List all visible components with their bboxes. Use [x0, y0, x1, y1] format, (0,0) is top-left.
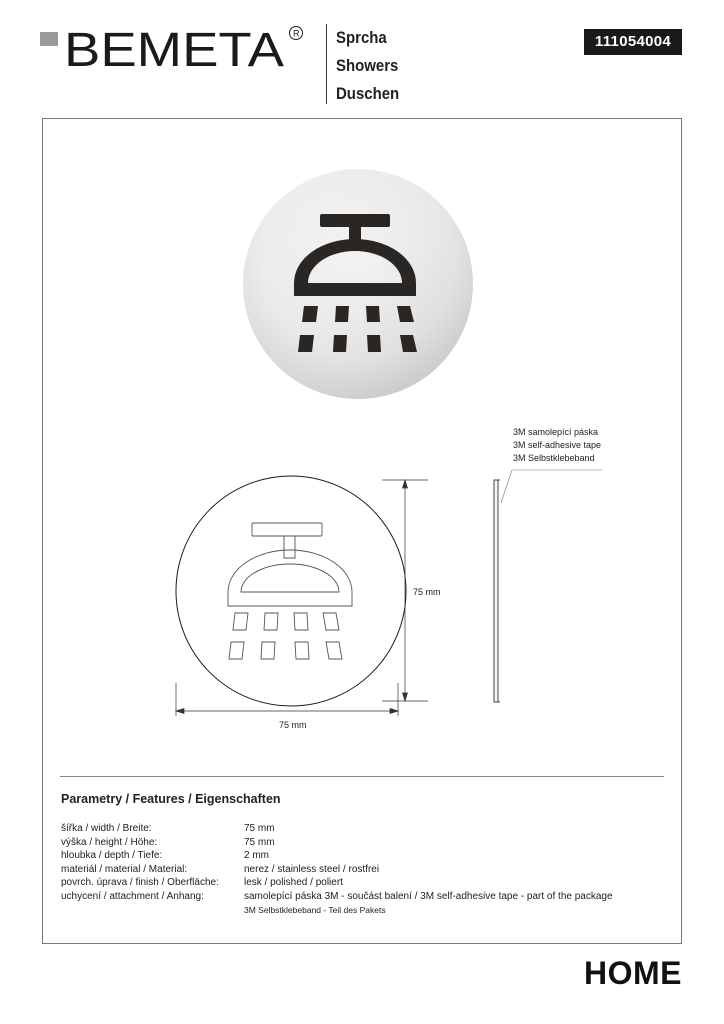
- feature-label: hloubka / depth / Tiefe:: [61, 850, 163, 862]
- feature-label: povrch. úprava / finish / Oberfläche:: [61, 877, 219, 889]
- width-dimension: [176, 683, 398, 716]
- feature-row: [61, 836, 613, 850]
- feature-label: šířka / width / Breite:: [61, 823, 152, 834]
- features-table: [61, 822, 613, 917]
- product-names: [326, 24, 408, 104]
- feature-row: [61, 863, 613, 877]
- product-name-de: Duschen: [336, 84, 400, 103]
- width-dimension-label: 75 mm: [279, 720, 307, 730]
- section-divider: [60, 776, 664, 777]
- feature-row: [61, 904, 613, 918]
- feature-value: lesk / polished / poliert: [244, 877, 343, 889]
- tape-label-cz: 3M samolepící páska: [513, 427, 599, 437]
- logo-wordmark: BEMETA: [64, 24, 284, 72]
- tape-label-de: 3M Selbstklebeband: [513, 453, 595, 463]
- feature-value: samolepící páska 3M - součást balení / 3M self-adhesive tape - part of the package: [244, 890, 613, 902]
- logo-square: [40, 32, 58, 46]
- feature-label: materiál / material / Material:: [61, 863, 188, 875]
- feature-value: 75 mm: [244, 836, 275, 848]
- feature-label: výška / height / Höhe:: [61, 836, 158, 848]
- feature-label: uchycení / attachment / Anhang:: [61, 890, 204, 902]
- feature-value: nerez / stainless steel / rostfrei: [244, 863, 380, 875]
- feature-value: 2 mm: [244, 850, 269, 862]
- registered-mark: R: [293, 28, 300, 39]
- shower-outline-icon: [228, 523, 352, 659]
- feature-label: [61, 904, 244, 918]
- product-name-cz: Sprcha: [336, 28, 387, 47]
- feature-value: 75 mm: [244, 823, 275, 834]
- technical-side-view: [494, 480, 500, 702]
- feature-row: [61, 822, 613, 836]
- product-code-badge: 111054004: [584, 29, 682, 55]
- tape-label-en: 3M self-adhesive tape: [513, 440, 602, 450]
- tape-leader: [501, 470, 602, 503]
- feature-row: [61, 876, 613, 890]
- height-dimension-label: 75 mm: [413, 587, 441, 597]
- product-name-en: Showers: [336, 56, 399, 75]
- feature-value: 3M Selbstklebeband - Teil des Pakets: [244, 904, 386, 915]
- product-drawing: [42, 118, 682, 818]
- collection-name: HOME: [584, 955, 682, 991]
- feature-row: [61, 890, 613, 904]
- technical-front-view: [176, 476, 406, 706]
- product-photo: [243, 169, 473, 399]
- feature-row: [61, 849, 613, 863]
- bemeta-logo: [40, 22, 310, 72]
- features-title: Parametry / Features / Eigenschaften: [61, 792, 281, 806]
